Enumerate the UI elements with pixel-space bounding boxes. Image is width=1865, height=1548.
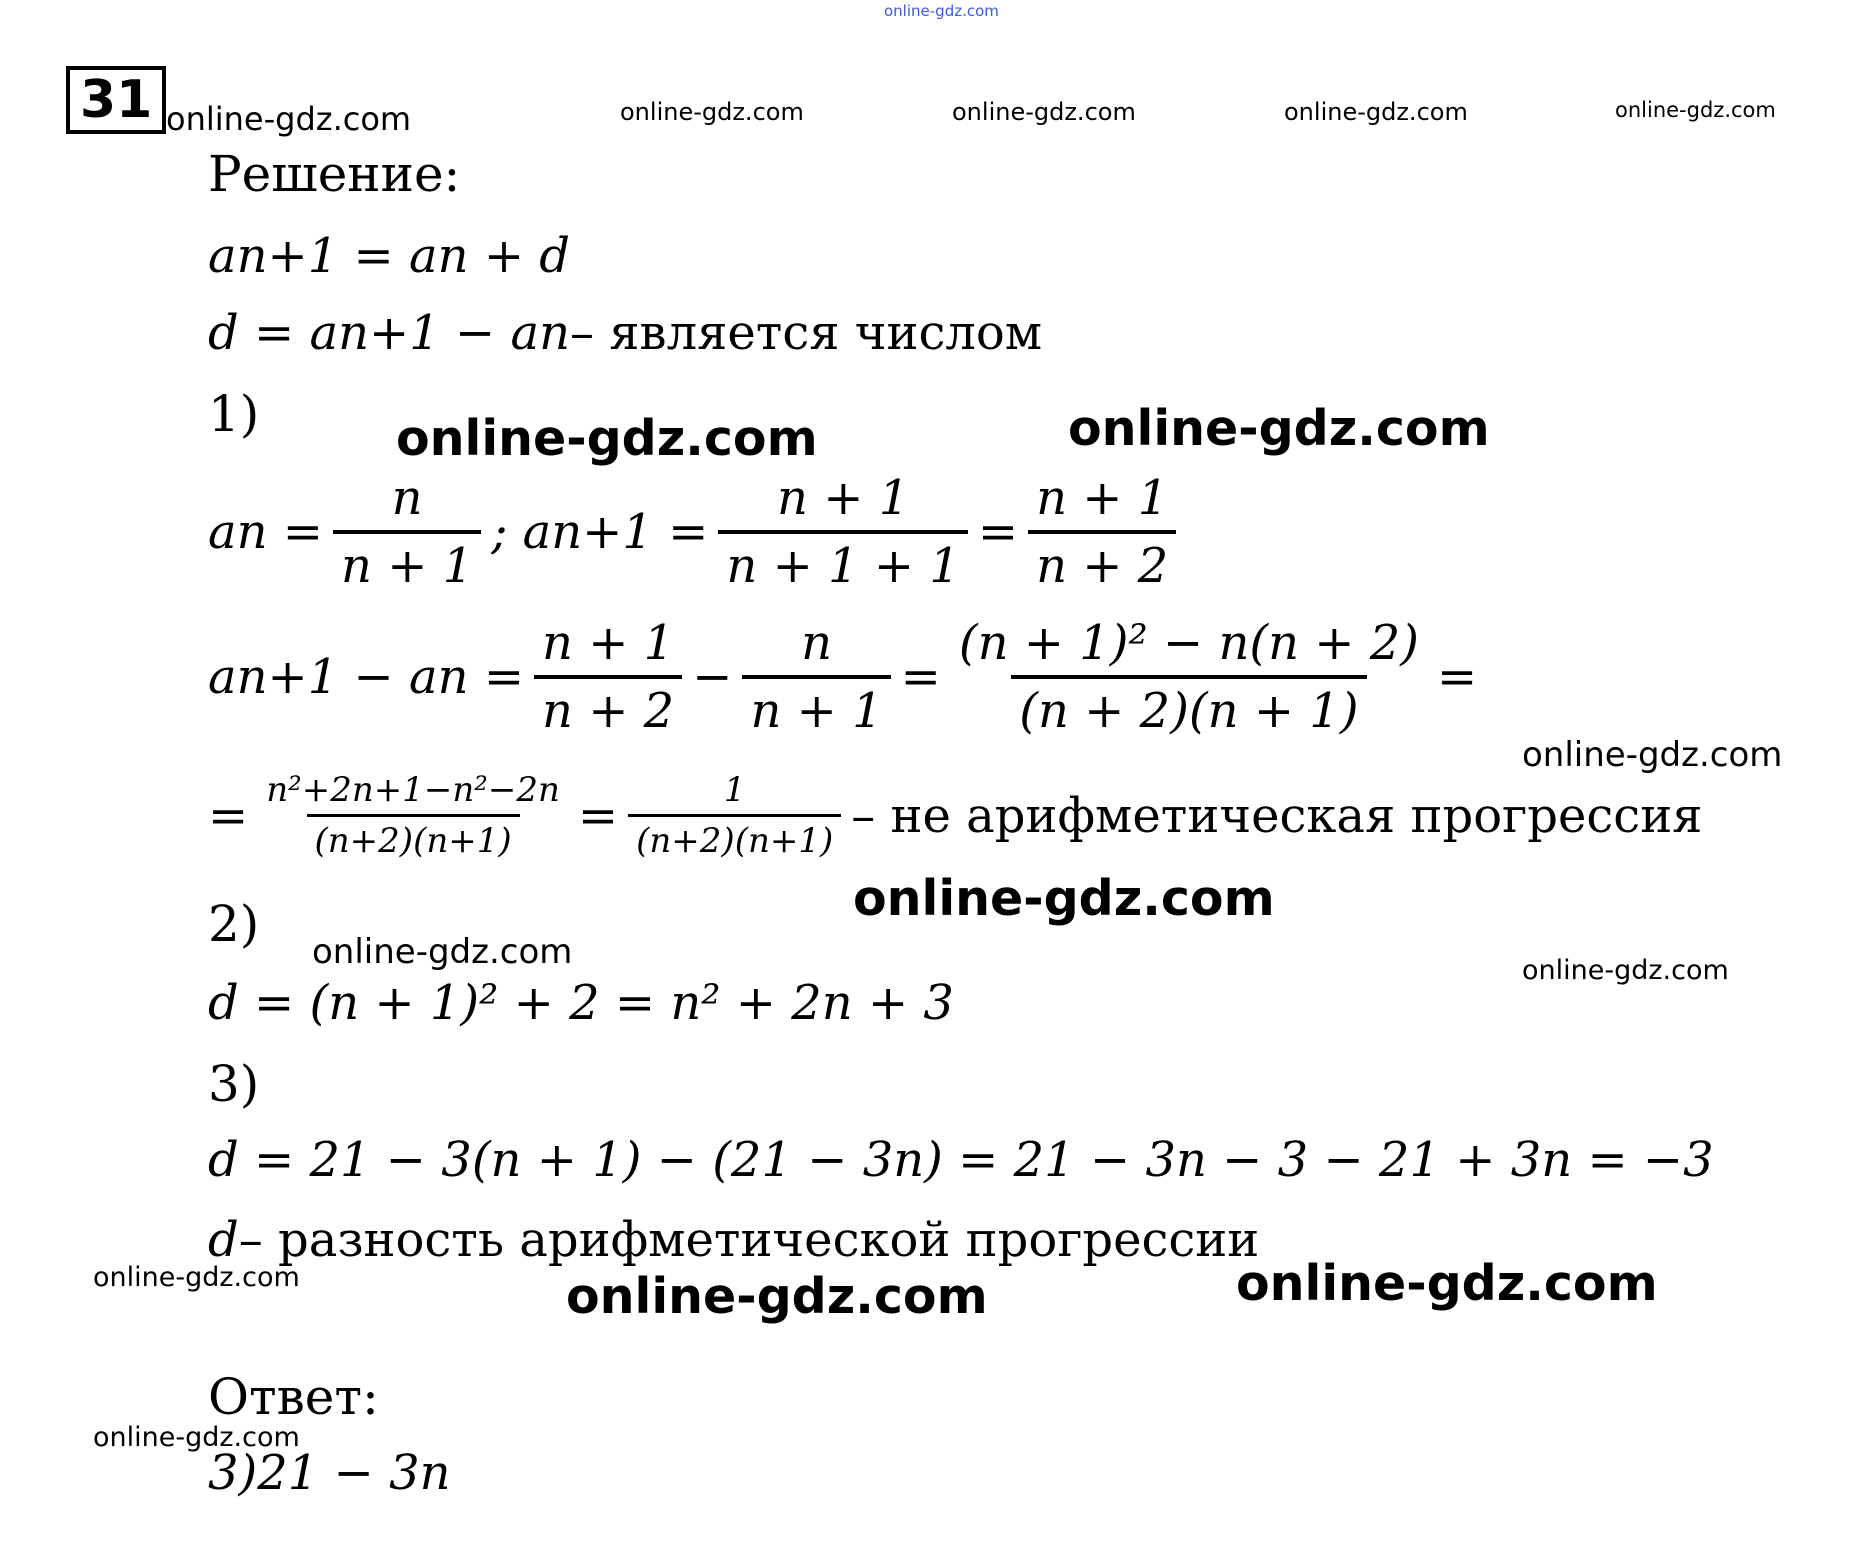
watermark: online-gdz.com	[1522, 955, 1729, 986]
watermark: online-gdz.com	[166, 100, 412, 138]
res-f1-denominator: (n+2)(n+1)	[307, 814, 520, 861]
watermark: online-gdz.com	[1615, 98, 1776, 122]
diff-fraction-3	[951, 615, 1427, 739]
part3-conclusion-var: d	[208, 1212, 239, 1268]
watermark: online-gdz.com	[1284, 98, 1468, 126]
watermark: online-gdz.com	[1522, 735, 1783, 775]
an1-numerator: n + 1	[777, 470, 910, 526]
watermark: online-gdz.com	[93, 1422, 300, 1453]
watermark: online-gdz.com	[1236, 1255, 1658, 1312]
answer-line	[208, 1445, 451, 1501]
part3-conclusion: – разность арифметической прогрессии	[238, 1212, 1260, 1268]
part1-sequence-formula: an = $\frac{n}{n + 1}$ ; an+1 = $\frac{n + 1}{n + 1 + 1}$ = $\frac{n + 1}{n + 2}$	[208, 470, 1186, 594]
problem-number: 31	[66, 66, 166, 134]
watermark: online-gdz.com	[566, 1268, 988, 1325]
an1-denominator: n + 1 + 1	[718, 530, 967, 594]
difference-formula: d = an+1 − an	[208, 305, 571, 361]
part3-formula-text: d = 21 − 3(n + 1) − (21 − 3n) = 21 − 3n − 3 − 21 + 3n = −3	[208, 1132, 1714, 1188]
res-fraction-1	[258, 770, 568, 861]
an-numerator: n	[391, 470, 423, 526]
part3-label: 3)	[208, 1055, 260, 1113]
watermark: online-gdz.com	[620, 98, 804, 126]
diff-f2-numerator: n	[801, 615, 832, 671]
res-f1-numerator: n²+2n+1−n²−2n	[266, 770, 560, 810]
diff-lhs: an+1 − an =	[208, 649, 525, 705]
an1-fraction	[718, 470, 967, 594]
recurrence-text: an+1 = an + d	[208, 228, 571, 284]
res-fraction-2	[628, 770, 841, 861]
answer-heading: Ответ:	[208, 1368, 379, 1426]
part1-label: 1)	[208, 385, 260, 443]
diff-f1-denominator: n + 2	[534, 675, 682, 739]
recurrence-formula	[208, 228, 570, 284]
watermark: online-gdz.com	[396, 410, 818, 467]
watermark: online-gdz.com	[1068, 400, 1490, 457]
diff-f1-numerator: n + 1	[542, 615, 675, 671]
diff-f3-denominator: (n + 2)(n + 1)	[1011, 675, 1366, 739]
an1-simplified-numerator: n + 1	[1036, 470, 1169, 526]
res-f2-denominator: (n+2)(n+1)	[628, 814, 841, 861]
watermark: online-gdz.com	[952, 98, 1136, 126]
watermark-top: online-gdz.com	[884, 2, 999, 20]
diff-f2-denominator: n + 1	[742, 675, 890, 739]
watermark: online-gdz.com	[853, 870, 1275, 927]
part1-result-formula: = $\frac{\text{n²+2n+1−n²−2n}}{(n+2)(n+1)}$ = $\frac{1}{(n+2)(n+1)}$ – не арифметическая прогрессия	[208, 770, 1703, 861]
part2-label: 2)	[208, 895, 260, 953]
diff-fraction-1	[534, 615, 682, 739]
solution-heading: Решение:	[208, 145, 461, 203]
part1-conclusion: – не арифметическая прогрессия	[851, 787, 1703, 844]
part3-formula	[208, 1132, 1714, 1188]
part1-difference-formula: an+1 − an = $\frac{n + 1}{n + 2}$ − $\frac{n}{n + 1}$ = $\frac{\text{(n + 1)² − n(n + 2)}}{(n + 2)(n + 1)}$ =	[208, 615, 1478, 739]
diff-fraction-2	[742, 615, 890, 739]
watermark: online-gdz.com	[312, 932, 573, 972]
part2-formula	[208, 975, 954, 1031]
an1-simplified-denominator: n + 2	[1028, 530, 1176, 594]
part2-formula-text: d = (n + 1)² + 2 = n² + 2n + 3	[208, 975, 954, 1031]
part3-conclusion-line	[208, 1212, 1259, 1268]
an-lhs: an =	[208, 504, 324, 560]
an-denominator: n + 1	[333, 530, 481, 594]
an-fraction	[333, 470, 481, 594]
an1-lhs: ; an+1 =	[491, 504, 709, 560]
an1-simplified-fraction	[1028, 470, 1176, 594]
diff-f3-numerator: (n + 1)² − n(n + 2)	[958, 615, 1420, 671]
watermark: online-gdz.com	[93, 1262, 300, 1293]
res-f2-numerator: 1	[723, 770, 746, 810]
difference-note: – является числом	[570, 305, 1043, 361]
answer-text: 3)21 − 3n	[208, 1445, 451, 1501]
difference-definition	[208, 305, 1042, 361]
